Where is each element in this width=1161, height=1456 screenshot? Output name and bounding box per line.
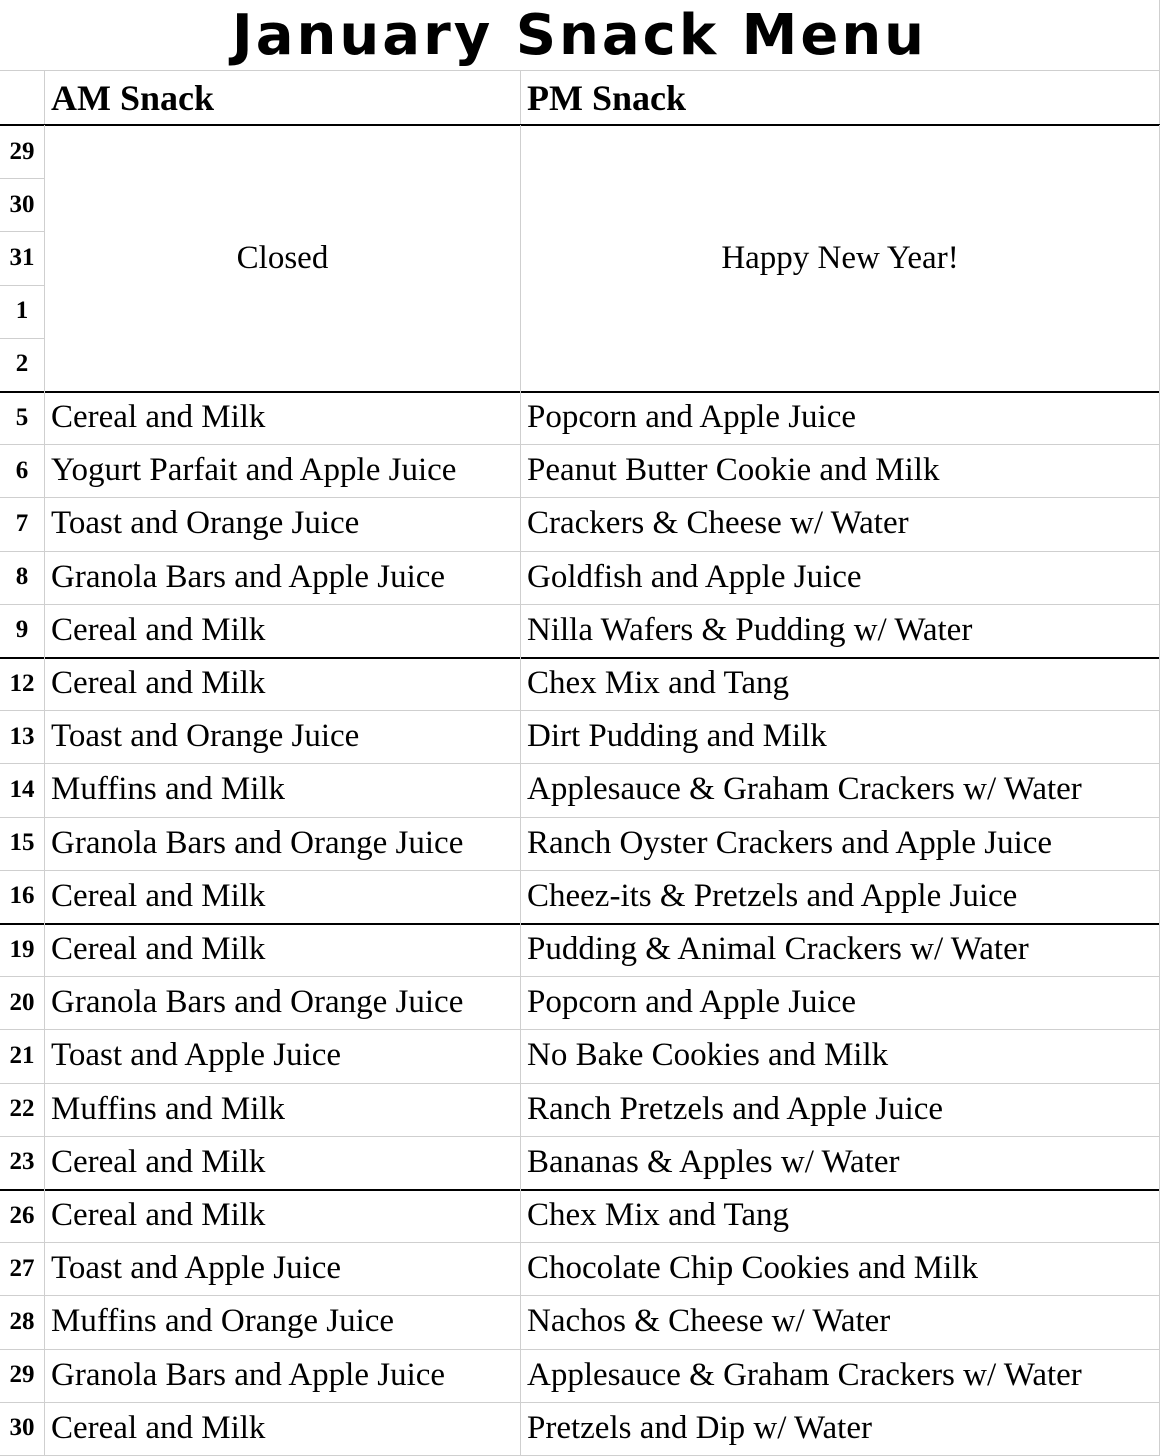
day-number: 14 [0,763,45,816]
pm-snack: Crackers & Cheese w/ Water [521,497,1160,550]
pm-snack: Ranch Oyster Crackers and Apple Juice [521,817,1160,870]
am-snack: Yogurt Parfait and Apple Juice [45,444,521,497]
day-number: 29 [0,125,45,178]
pm-snack: No Bake Cookies and Milk [521,1029,1160,1082]
day-number: 13 [0,710,45,763]
am-snack: Cereal and Milk [45,604,521,657]
am-snack: Granola Bars and Orange Juice [45,976,521,1029]
pm-snack-holiday: Happy New Year! [521,125,1160,391]
pm-snack: Applesauce & Graham Crackers w/ Water [521,763,1160,816]
day-number: 8 [0,551,45,604]
am-snack: Granola Bars and Apple Juice [45,1349,521,1402]
am-snack: Cereal and Milk [45,870,521,923]
pm-snack: Nachos & Cheese w/ Water [521,1295,1160,1348]
pm-snack: Pudding & Animal Crackers w/ Water [521,923,1160,976]
pm-snack: Applesauce & Graham Crackers w/ Water [521,1349,1160,1402]
pm-snack: Popcorn and Apple Juice [521,976,1160,1029]
pm-snack: Pretzels and Dip w/ Water [521,1402,1160,1455]
am-snack: Toast and Orange Juice [45,710,521,763]
day-number: 23 [0,1136,45,1189]
day-number: 31 [0,231,45,284]
day-number: 26 [0,1189,45,1242]
pm-snack: Ranch Pretzels and Apple Juice [521,1083,1160,1136]
day-number: 6 [0,444,45,497]
day-number: 12 [0,657,45,710]
am-snack: Toast and Apple Juice [45,1242,521,1295]
am-snack: Cereal and Milk [45,391,521,444]
day-number: 29 [0,1349,45,1402]
day-number: 19 [0,923,45,976]
am-snack-closed: Closed [45,125,521,391]
pm-snack: Chex Mix and Tang [521,1189,1160,1242]
am-snack: Cereal and Milk [45,1136,521,1189]
day-number: 1 [0,285,45,338]
am-snack: Granola Bars and Orange Juice [45,817,521,870]
day-number: 5 [0,391,45,444]
header-pm-snack: PM Snack [521,71,1160,124]
day-number: 22 [0,1083,45,1136]
am-snack: Muffins and Milk [45,1083,521,1136]
day-number: 30 [0,178,45,231]
am-snack: Muffins and Milk [45,763,521,816]
day-number: 16 [0,870,45,923]
pm-snack: Cheez-its & Pretzels and Apple Juice [521,870,1160,923]
am-snack: Muffins and Orange Juice [45,1295,521,1348]
day-number: 30 [0,1402,45,1455]
day-number: 15 [0,817,45,870]
pm-snack: Dirt Pudding and Milk [521,710,1160,763]
day-number: 2 [0,338,45,391]
am-snack: Toast and Apple Juice [45,1029,521,1082]
pm-snack: Popcorn and Apple Juice [521,391,1160,444]
pm-snack: Goldfish and Apple Juice [521,551,1160,604]
pm-snack: Peanut Butter Cookie and Milk [521,444,1160,497]
am-snack: Toast and Orange Juice [45,497,521,550]
am-snack: Cereal and Milk [45,1189,521,1242]
am-snack: Granola Bars and Apple Juice [45,551,521,604]
pm-snack: Chocolate Chip Cookies and Milk [521,1242,1160,1295]
am-snack: Cereal and Milk [45,1402,521,1455]
header-am-snack: AM Snack [45,71,521,124]
am-snack: Cereal and Milk [45,923,521,976]
day-number: 7 [0,497,45,550]
header-row [0,71,1160,126]
pm-snack: Bananas & Apples w/ Water [521,1136,1160,1189]
day-number: 9 [0,604,45,657]
am-snack: Cereal and Milk [45,657,521,710]
pm-snack: Chex Mix and Tang [521,657,1160,710]
day-number: 21 [0,1029,45,1082]
day-number: 20 [0,976,45,1029]
day-number: 28 [0,1295,45,1348]
page-title: January Snack Menu [0,0,1160,71]
day-number: 27 [0,1242,45,1295]
header-day-corner [0,71,45,124]
pm-snack: Nilla Wafers & Pudding w/ Water [521,604,1160,657]
